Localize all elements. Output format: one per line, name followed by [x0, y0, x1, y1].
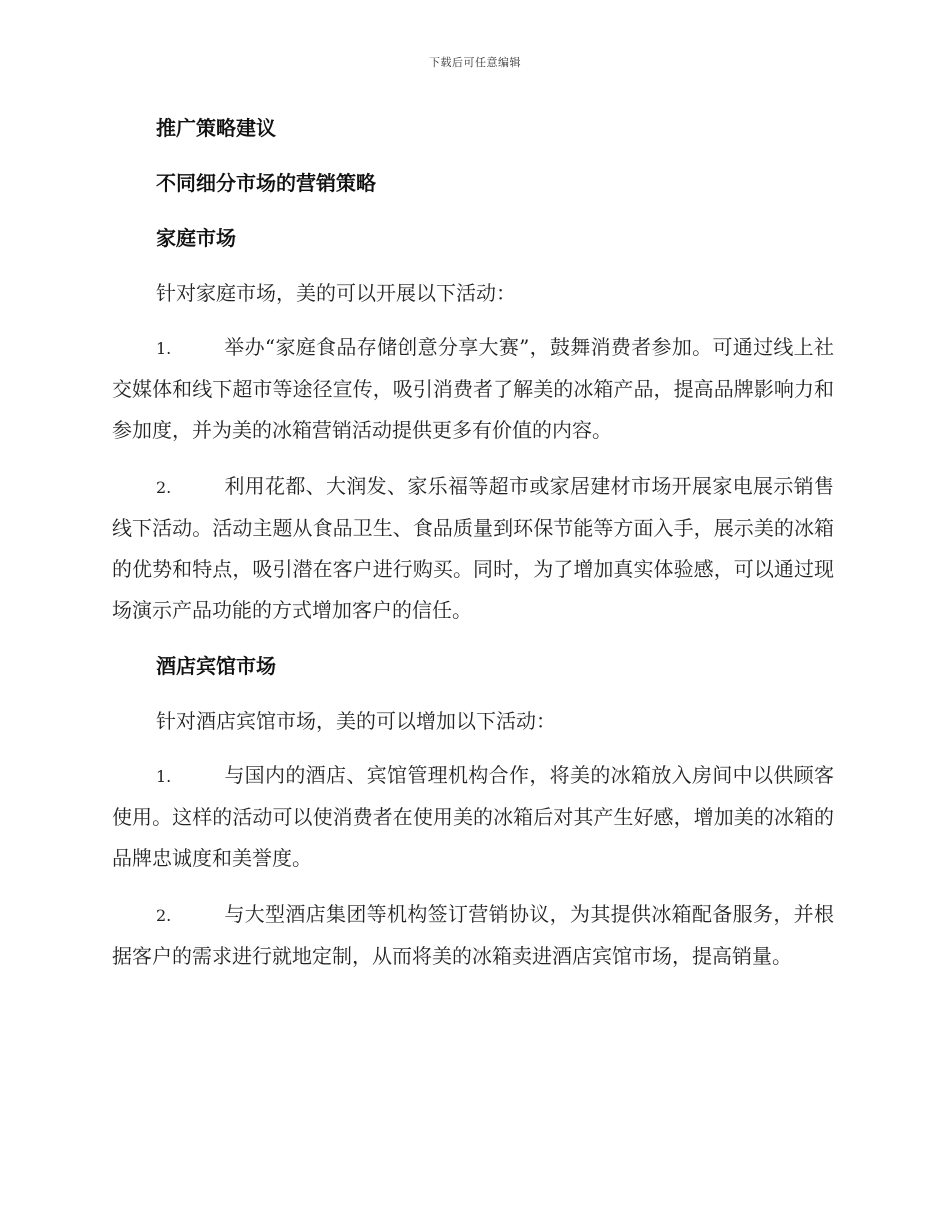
list-number: 1. [156, 767, 172, 786]
document-body [112, 108, 834, 992]
list-item-text: 利用花都、大润发、家乐福等超市或家居建材市场开展家电展示销售线下活动。活动主题从食品卫生、食品质量到环保节能等方面入手，展示美的冰箱的优势和特点，吸引潜在客户进行购买。同时，为了增加真实体验感，可以通过现场演示产品功能的方式增加客户的信任。 [112, 474, 834, 622]
list-item-text: 与大型酒店集团等机构签订营销协议，为其提供冰箱配备服务，并根据客户的需求进行就地定制，从而将美的冰箱卖进酒店宾馆市场，提高销量。 [112, 902, 834, 968]
list-number: 1. [156, 339, 172, 358]
family-market-intro: 针对家庭市场，美的可以开展以下活动： [156, 281, 516, 305]
list-item [112, 327, 834, 451]
list-item-text: 举办“家庭食品存储创意分享大赛”，鼓舞消费者参加。可通过线上社交媒体和线下超市等途径宣传，吸引消费者了解美的冰箱产品，提高品牌影响力和参加度，并为美的冰箱营销活动提供更多有价值的内容。 [112, 335, 834, 442]
section-title: 推广策略建议 [156, 116, 276, 140]
list-item [112, 466, 834, 631]
list-number: 2. [156, 906, 172, 925]
list-item-text: 与国内的酒店、宾馆管理机构合作，将美的冰箱放入房间中以供顾客使用。这样的活动可以使消费者在使用美的冰箱后对其产生好感，增加美的冰箱的品牌忠诚度和美誉度。 [112, 763, 834, 870]
section-subtitle: 不同细分市场的营销策略 [156, 171, 376, 195]
list-item [112, 894, 834, 977]
list-number: 2. [156, 478, 172, 497]
list-item [112, 755, 834, 879]
page-header: 下载后可任意编辑 [429, 56, 521, 69]
hotel-market-intro: 针对酒店宾馆市场，美的可以增加以下活动： [156, 709, 556, 733]
family-market-heading: 家庭市场 [156, 226, 236, 250]
hotel-market-heading: 酒店宾馆市场 [156, 654, 276, 678]
